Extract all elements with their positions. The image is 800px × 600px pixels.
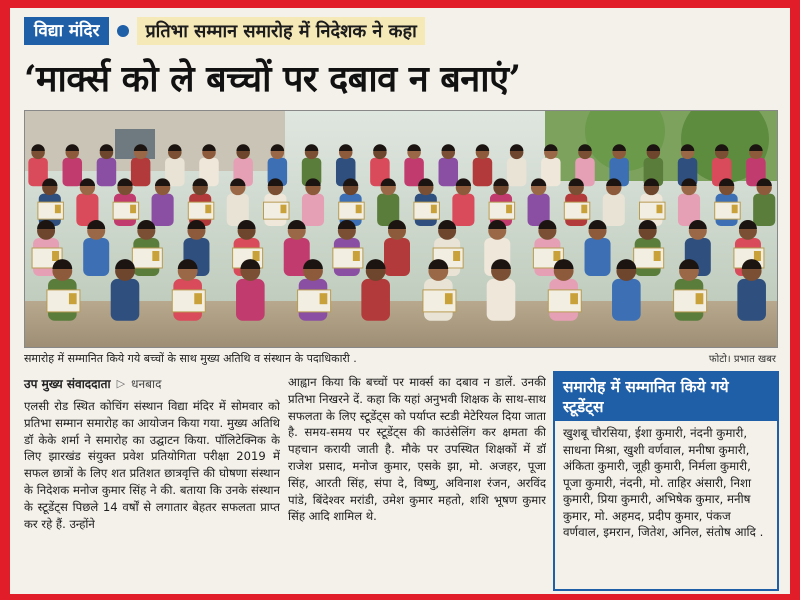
- group-photo-illustration: [25, 111, 777, 347]
- article-column-2: आह्वान किया कि बच्चों पर मार्क्स का दबाव न डालें. उनकी प्रतिभा निखरने दें. कहा कि यहां अनुभवी शिक्षक के साथ-साथ सफलता के लिए स्टूडेंट्स को पर्याप्त स्टडी मेटेरियल दिया जाता है. समय-समय पर स्टूडेंट्स की काउंसेलिंग कर क्षमता की पहचान करायी जाती है. मौके पर उपस्थित शिक्षकों में डॉ राजेश प्रसाद, मनोज कुमार, एसके झा, मो. अजहर, पूजा सिंह, आरती सिंह, संपा दे, विष्णु, अविनाश रंजन, अरविंद पांडे, बिंदेश्वर मरांडी, उमेश कुमार महतो, शशि भूषण कुमार सिंह आदि शामिल थे.: [288, 375, 546, 524]
- triangle-arrow-icon: ▷: [116, 376, 126, 390]
- kicker-line: प्रतिभा सम्मान समारोह में निदेशक ने कहा: [137, 17, 424, 45]
- photo-credit: फोटो। प्रभात खबर: [708, 354, 776, 365]
- honorees-box-title: समारोह में सम्मानित किये गये स्टूडेंट्स: [555, 373, 777, 421]
- photo-caption-row: [24, 348, 776, 368]
- bullet-dot-icon: [117, 25, 129, 37]
- dateline-location: धनबाद: [131, 376, 162, 391]
- article-column-1: एलसी रोड स्थित कोचिंग संस्थान विद्या मंदिर में सोमवार को प्रतिभा सम्मान समारोह का आयोजन किया गया. मुख्य अतिथि डॉ केके शर्मा ने समारोह का उद्घाटन किया. पॉलिटेक्निक के लिए झारखंड संयुक्त प्रवेश प्रतियोगिता परीक्षा 2019 में सफल छात्रों के लिए शत प्रतिशत छात्रवृत्ति की घोषणा संस्थान के निदेशक मनोज कुमार सिंह ने की. बताया कि उनके संस्थान के स्टूडेंट्स पिछले 14 वर्षों से लगातार बेहतर सफलता प्राप्त कर रहे हैं. उन्होंने: [24, 399, 280, 531]
- section-tag: विद्या मंदिर: [24, 17, 109, 45]
- header-strip: [24, 16, 776, 46]
- group-photo: [24, 110, 778, 348]
- newspaper-clipping: [10, 8, 790, 594]
- honorees-box: [553, 371, 779, 591]
- headline: ‘मार्क्स को ले बच्चों पर दबाव न बनाएं’: [24, 58, 521, 100]
- reporter-name: उप मुख्य संवाददाता: [24, 376, 111, 391]
- honorees-list: खुशबू चौरसिया, ईशा कुमारी, नंदनी कुमारी, साधना मिश्रा, खुशी वर्णवाल, मनीषा कुमारी, अंकिता कुमारी, जूही कुमारी, निर्मला कुमारी, पूजा कुमारी, नंदनी, मो. ताहिर अंसारी, निशा कुमारी, प्रिया कुमारी, अभिषेक कुमार, मनीष कुमार, मो. अहमद, प्रदीप कुमार, पंकज वर्णवाल, इमरान, जितेश, अनिल, संतोष आदि .: [563, 426, 764, 539]
- photo-caption: समारोह में सम्मानित किये गये बच्चों के साथ मुख्य अतिथि व संस्थान के पदाधिकारी .: [24, 351, 357, 365]
- byline: [24, 374, 279, 392]
